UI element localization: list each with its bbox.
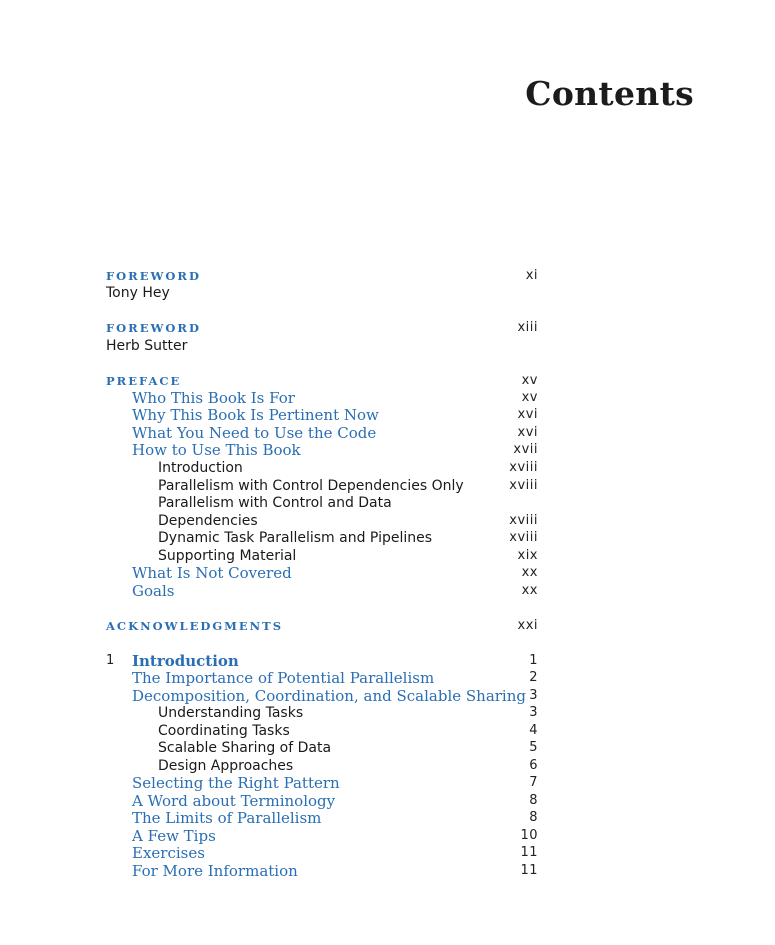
page-number: xi (525, 268, 538, 283)
page-number: xviii (509, 530, 538, 545)
toc-author (0, 337, 775, 355)
toc-entry[interactable] (0, 774, 775, 792)
toc-entry[interactable] (0, 441, 775, 459)
page-number: 3 (529, 705, 538, 720)
entry-title: What You Need to Use the Code (132, 424, 377, 442)
page-number: 8 (529, 793, 538, 808)
toc-subentry[interactable] (0, 722, 775, 740)
entry-title: Goals (132, 582, 175, 600)
entry-title: For More Information (132, 862, 298, 880)
page-number: 2 (529, 670, 538, 685)
toc-entry-chapter-1[interactable] (0, 652, 775, 670)
entry-title: The Importance of Potential Parallelism (132, 669, 435, 687)
page-number: xix (517, 548, 538, 563)
page-number: xx (521, 583, 538, 598)
toc-entry[interactable] (0, 687, 775, 705)
toc-entry[interactable] (0, 844, 775, 862)
page-number: xxi (517, 618, 538, 633)
entry-title: Parallelism with Control and Data (158, 495, 392, 511)
toc-subentry[interactable] (0, 529, 775, 547)
toc-subentry[interactable] (0, 547, 775, 565)
toc-subentry[interactable] (0, 512, 775, 530)
entry-title: What Is Not Covered (132, 564, 292, 582)
page-number: xvi (517, 425, 538, 440)
toc-entry-foreword-sutter[interactable] (0, 319, 775, 337)
page-number: xvi (517, 407, 538, 422)
entry-title: A Word about Terminology (132, 792, 336, 810)
entry-title: Parallelism with Control Dependencies Only (158, 478, 464, 494)
entry-title: Why This Book Is Pertinent Now (132, 406, 379, 424)
page-number: 11 (520, 863, 538, 878)
page-number: xviii (509, 513, 538, 528)
toc-author (0, 284, 775, 302)
page-number: 5 (529, 740, 538, 755)
entry-title: Dependencies (158, 513, 258, 529)
page-number: 1 (529, 653, 538, 668)
page-number: xiii (517, 320, 538, 335)
page-number: xvii (513, 442, 538, 457)
page-number: 3 (529, 688, 538, 703)
section-heading: PREFACE (106, 374, 182, 388)
chapter-number: 1 (106, 653, 115, 668)
toc-entry-foreword-hey[interactable] (0, 267, 775, 285)
page-number: 4 (529, 723, 538, 738)
entry-title: Exercises (132, 844, 205, 862)
toc-entry[interactable] (0, 424, 775, 442)
entry-title: A Few Tips (132, 827, 216, 845)
toc-entry[interactable] (0, 827, 775, 845)
toc-entry[interactable] (0, 792, 775, 810)
toc-entry[interactable] (0, 564, 775, 582)
entry-title: Who This Book Is For (132, 389, 295, 407)
section-heading: ACKNOWLEDGMENTS (106, 619, 284, 633)
entry-title: Coordinating Tasks (158, 723, 290, 739)
entry-title: Supporting Material (158, 548, 297, 564)
page-number: 7 (529, 775, 538, 790)
entry-title: Scalable Sharing of Data (158, 740, 332, 756)
toc-subentry[interactable] (0, 739, 775, 757)
toc-entry[interactable] (0, 389, 775, 407)
page-number: 6 (529, 758, 538, 773)
page-number: xv (521, 390, 538, 405)
entry-title: Introduction (158, 460, 243, 476)
toc-subentry[interactable] (0, 494, 775, 512)
toc-entry[interactable] (0, 862, 775, 880)
author-name: Herb Sutter (106, 338, 188, 354)
page-number: xv (521, 373, 538, 388)
toc-entry[interactable] (0, 809, 775, 827)
entry-title: How to Use This Book (132, 441, 301, 459)
author-name: Tony Hey (106, 285, 170, 301)
toc-entry[interactable] (0, 669, 775, 687)
entry-title: Selecting the Right Pattern (132, 774, 340, 792)
toc-subentry[interactable] (0, 477, 775, 495)
entry-title: The Limits of Parallelism (132, 809, 322, 827)
section-heading: FOREWORD (106, 269, 201, 283)
page-number: xviii (509, 460, 538, 475)
toc-entry[interactable] (0, 582, 775, 600)
section-heading: FOREWORD (106, 321, 201, 335)
toc-subentry[interactable] (0, 459, 775, 477)
page-number: xx (521, 565, 538, 580)
toc-entry-preface[interactable] (0, 372, 775, 390)
page-number: 11 (520, 845, 538, 860)
toc-subentry[interactable] (0, 757, 775, 775)
page-number: 8 (529, 810, 538, 825)
page-number: 10 (520, 828, 538, 843)
toc-entry-acknowledgments[interactable] (0, 617, 775, 635)
page-title: Contents (525, 74, 694, 113)
toc-entry[interactable] (0, 406, 775, 424)
entry-title: Dynamic Task Parallelism and Pipelines (158, 530, 433, 546)
entry-title: Understanding Tasks (158, 705, 304, 721)
page-number: xviii (509, 478, 538, 493)
entry-title: Decomposition, Coordination, and Scalable Sharing (132, 687, 526, 705)
toc-subentry[interactable] (0, 704, 775, 722)
entry-title: Design Approaches (158, 758, 294, 774)
chapter-title: Introduction (132, 652, 239, 670)
